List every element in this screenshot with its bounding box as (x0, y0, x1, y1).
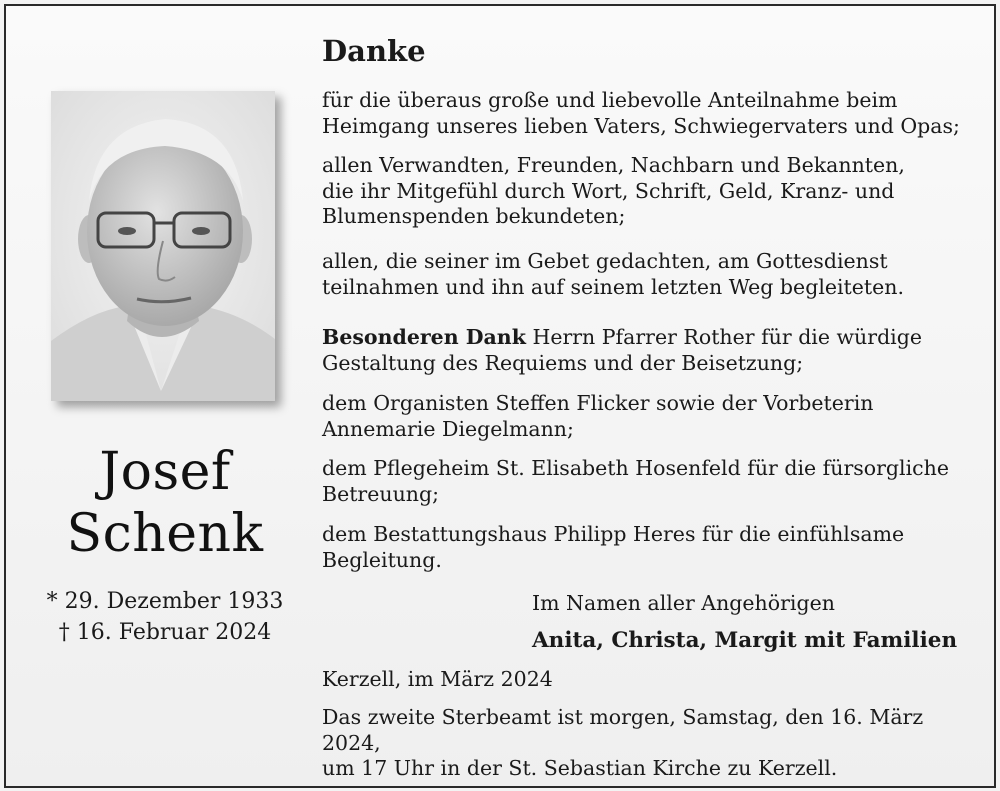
heading: Danke (322, 34, 426, 68)
paragraph: allen, die seiner im Gebet gedachten, am Gottesdienst teilnahmen und ihn auf seinem letzten Weg begleiteten. (322, 249, 905, 299)
paragraph: für die überaus große und liebevolle Anteilnahme beim Heimgang unseres lieben Vaters, Schwiegervaters und Opas; (322, 88, 960, 138)
place-date: Kerzell, im März 2024 (322, 667, 553, 691)
special-thanks-lead: Besonderen Dank (322, 325, 526, 349)
deceased-last-name: Schenk (66, 504, 264, 564)
service-note: Das zweite Sterbeamt ist morgen, Samstag, den 16. März 2024, um 17 Uhr in der St. Sebastian Kirche zu Kerzell. (322, 705, 924, 781)
deceased-first-name: Josef (99, 442, 231, 502)
special-thanks-paragraph (322, 325, 972, 376)
death-date: † 16. Februar 2024 (58, 620, 272, 645)
thanks-item: dem Bestattungshaus Philipp Heres für die einfühlsame Begleitung. (322, 522, 905, 572)
thanks-item: dem Organisten Steffen Flicker sowie der Vorbeterin Annemarie Diegelmann; (322, 391, 874, 441)
portrait-photo (51, 91, 275, 401)
signature-names: Anita, Christa, Margit mit Familien (532, 628, 958, 653)
special-thanks-text: Herrn Pfarrer Rother für die würdige Gestaltung des Requiems und der Beisetzung; (322, 325, 922, 375)
portrait-image (51, 91, 275, 401)
signature-intro: Im Namen aller Angehörigen (532, 591, 835, 615)
thanks-item: dem Pflegeheim St. Elisabeth Hosenfeld für die fürsorgliche Betreuung; (322, 456, 949, 506)
birth-date: * 29. Dezember 1933 (46, 589, 284, 614)
paragraph: allen Verwandten, Freunden, Nachbarn und Bekannten, die ihr Mitgefühl durch Wort, Schrift, Geld, Kranz- und Blumenspenden bekundeten; (322, 153, 905, 229)
